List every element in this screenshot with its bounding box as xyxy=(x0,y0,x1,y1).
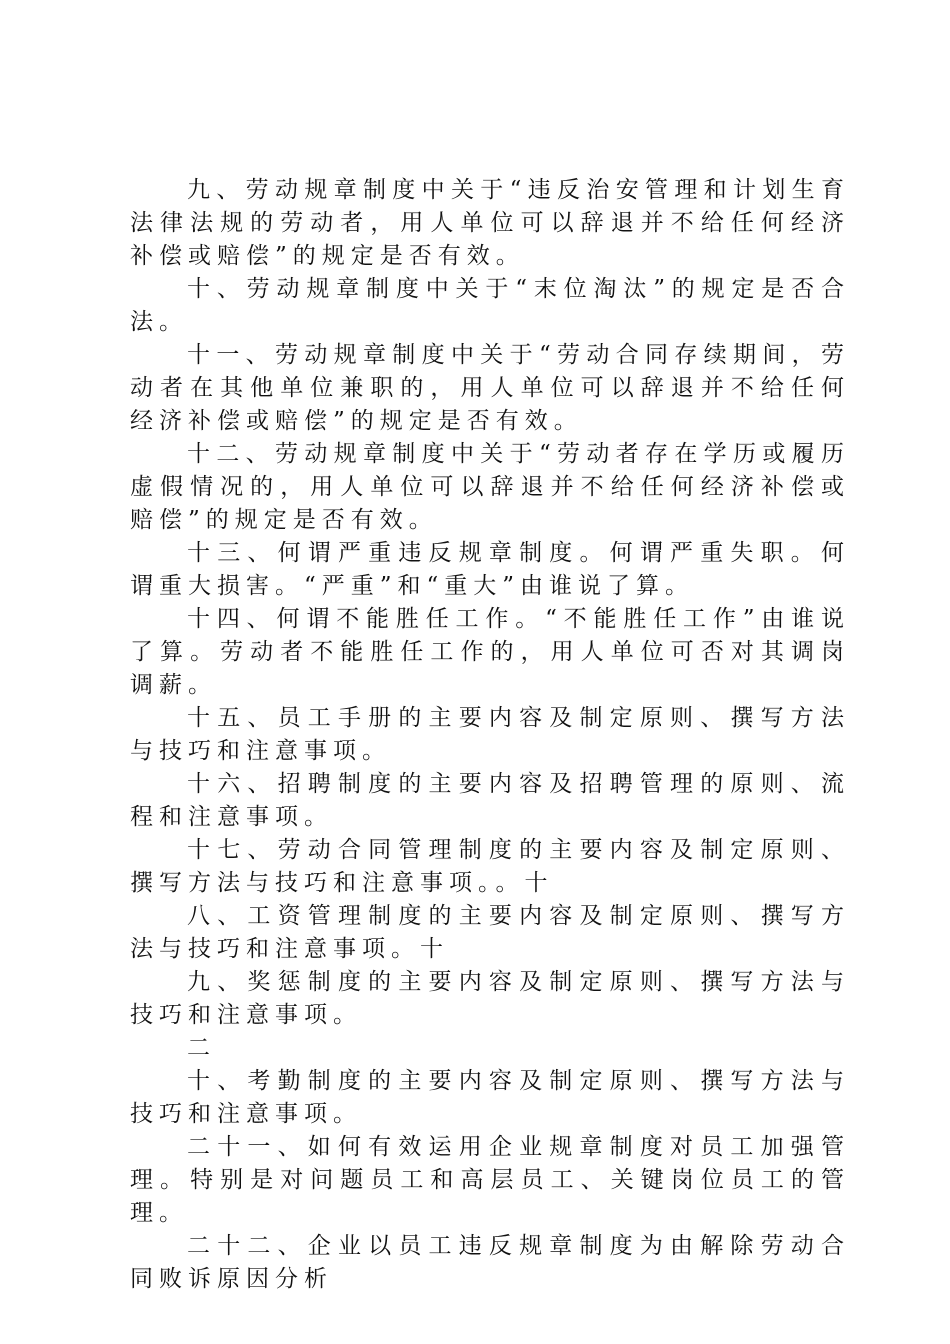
paragraph-item-21: 二十一、如何有效运用企业规章制度对员工加强管理。特别是对问题员工和高层员工、关键岗位员工的管理。 xyxy=(130,1134,850,1226)
paragraph-item-20-prefix: 二 xyxy=(187,1035,216,1061)
document-body xyxy=(130,174,850,1296)
paragraph-item-13: 十三、何谓严重违反规章制度。何谓严重失职。何谓重大损害。“严重”和“重大”由谁说了算。 xyxy=(130,540,850,599)
paragraph-item-18: 八、工资管理制度的主要内容及制定原则、撰写方法与技巧和注意事项。十 xyxy=(130,903,850,962)
paragraph-item-9: 九、劳动规章制度中关于“违反治安管理和计划生育法律法规的劳动者，用人单位可以辞退并不给任何经济补偿或赔偿”的规定是否有效。 xyxy=(130,177,850,269)
paragraph-item-15: 十五、员工手册的主要内容及制定原则、撰写方法与技巧和注意事项。 xyxy=(130,705,850,764)
paragraph-item-14: 十四、何谓不能胜任工作。“不能胜任工作”由谁说了算。劳动者不能胜任工作的，用人单位可否对其调岗调薪。 xyxy=(130,606,850,698)
paragraph-item-16: 十六、招聘制度的主要内容及招聘管理的原则、流程和注意事项。 xyxy=(130,771,850,830)
paragraph-item-20: 十、考勤制度的主要内容及制定原则、撰写方法与技巧和注意事项。 xyxy=(130,1068,850,1127)
paragraph-item-22: 二十二、企业以员工违反规章制度为由解除劳动合同败诉原因分析 xyxy=(130,1233,850,1292)
paragraph-item-12: 十二、劳动规章制度中关于“劳动者存在学历或履历虚假情况的，用人单位可以辞退并不给任何经济补偿或赔偿”的规定是否有效。 xyxy=(130,441,850,533)
paragraph-item-19: 九、奖惩制度的主要内容及制定原则、撰写方法与技巧和注意事项。 xyxy=(130,969,850,1028)
paragraph-item-17: 十七、劳动合同管理制度的主要内容及制定原则、撰写方法与技巧和注意事项。。十 xyxy=(130,837,850,896)
paragraph-item-10: 十、劳动规章制度中关于“末位淘汰”的规定是否合法。 xyxy=(130,276,850,335)
paragraph-item-11: 十一、劳动规章制度中关于“劳动合同存续期间，劳动者在其他单位兼职的，用人单位可以辞退并不给任何经济补偿或赔偿”的规定是否有效。 xyxy=(130,342,850,434)
